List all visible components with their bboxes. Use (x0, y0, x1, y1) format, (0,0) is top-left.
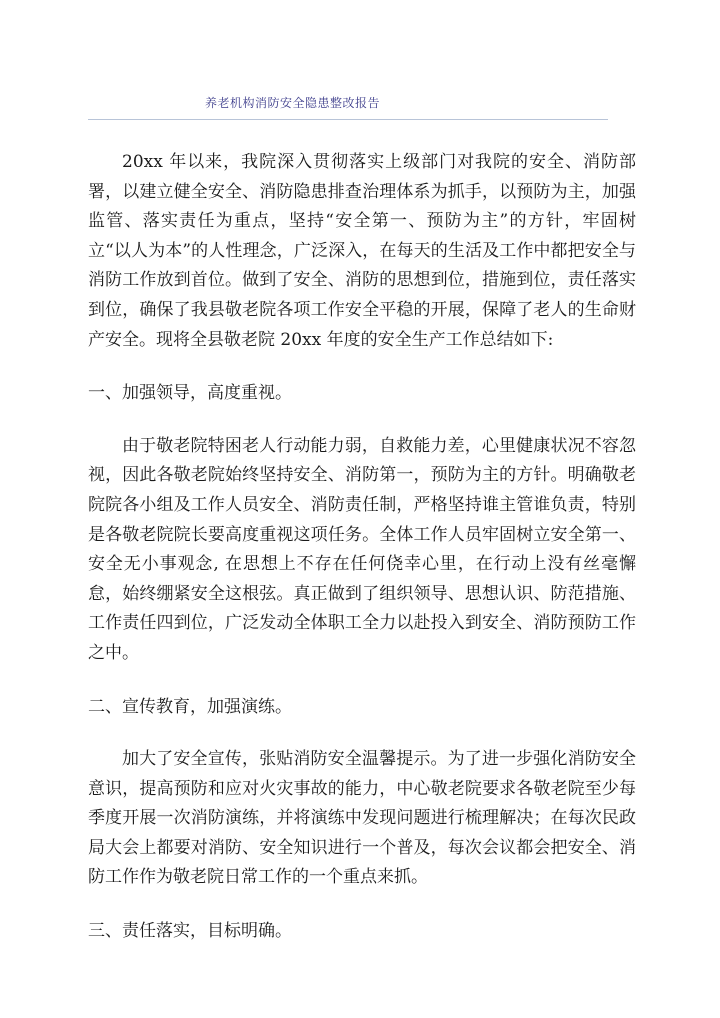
section-2-paragraph: 加大了安全宣传，张贴消防安全温馨提示。为了进一步强化消防安全意识，提高预防和应对火灾事故的能力，中心敬老院要求各敬老院至少每季度开展一次消防演练，并将演练中发现问题进行梳理解决；在每次民政局大会上都要对消防、安全知识进行一个普及，每次会议都会把安全、消防工作作为敬老院日常工作的一个重点来抓。 (88, 749, 636, 888)
document-body (88, 148, 636, 947)
document-header-title: 养老机构消防安全隐患整改报告 (205, 96, 381, 110)
header-divider (88, 119, 608, 120)
section-1-heading: 一、加强领导，高度重视。 (88, 383, 292, 404)
section-2-heading: 二、宣传教育，加强演练。 (88, 696, 292, 717)
section-3-heading: 三、责任落实，目标明确。 (88, 921, 292, 942)
intro-paragraph: 20xx 年以来，我院深入贯彻落实上级部门对我院的安全、消防部署，以建立健全安全、消防隐患排查治理体系为抓手，以预防为主，加强监管、落实责任为重点，坚持“安全第一、预防为主”的方针，牢固树立“以人为本”的人性理念，广泛深入，在每天的生活及工作中都把安全与消防工作放到首位。做到了安全、消防的思想到位，措施到位，责任落实到位，确保了我县敬老院各项工作安全平稳的开展，保障了老人的生命财产安全。现将全县敬老院 20xx 年度的安全生产工作总结如下: (88, 152, 636, 350)
section-1-paragraph: 由于敬老院特困老人行动能力弱，自救能力差，心里健康状况不容忽视，因此各敬老院始终坚持安全、消防第一，预防为主的方针。明确敬老院院各小组及工作人员安全、消防责任制，严格坚持谁主管谁负责，特别是各敬老院院长要高度重视这项任务。全体工作人员牢固树立安全第一、安全无小事观念, 在思想上不存在任何侥幸心里，在行动上没有丝毫懈怠，始终绷紧安全这根弦。真正做到了组织领导、思想认识、防范措施、工作责任四到位，广泛发动全体职工全力以赴投入到安全、消防预防工作之中。 (88, 435, 636, 663)
